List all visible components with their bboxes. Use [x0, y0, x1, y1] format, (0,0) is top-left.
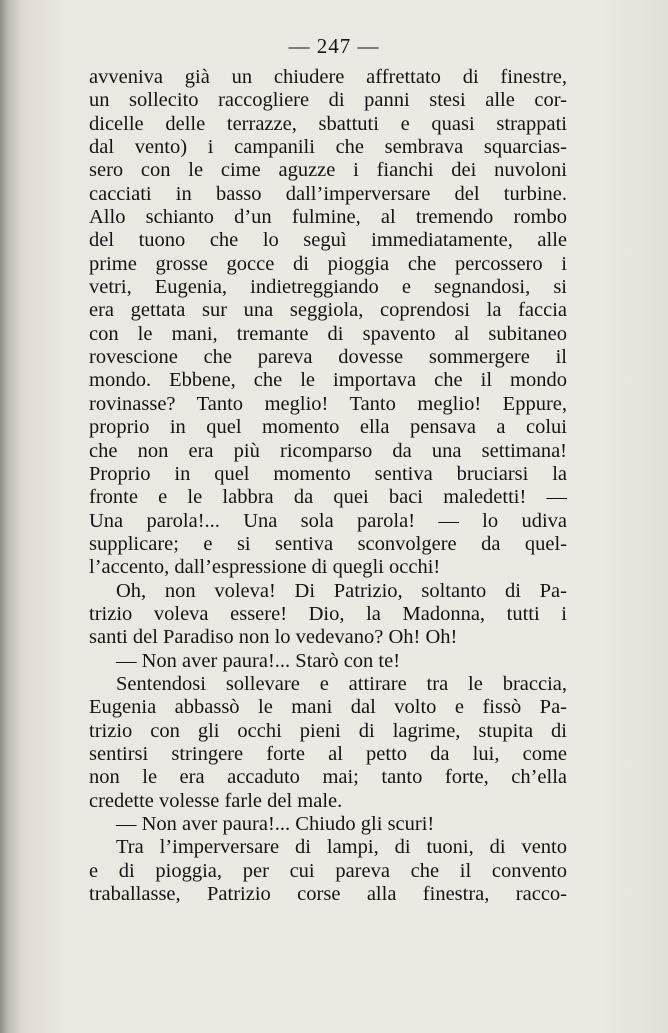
text-line: vetri, Eugenia, indietreggiando e segnandosi, si [89, 276, 567, 299]
text-line: credette volesse farle del male. [89, 789, 343, 812]
text-line: Proprio in quel momento sentiva bruciarsi la [89, 462, 567, 485]
text-line: traballasse, Patrizio corse alla finestra, racco- [89, 883, 567, 906]
text-line: supplicare; e si sentiva sconvolgere da quel- [89, 532, 567, 555]
text-line: Allo schianto d’un fulmine, al tremendo rombo [89, 206, 567, 229]
text-line: fronte e le labbra da quei baci maledetti! — [89, 486, 567, 509]
text-line: del tuono che lo seguì immediatamente, alle [89, 229, 567, 252]
text-line: Tra l’imperversare di lampi, di tuoni, di vento [116, 836, 567, 859]
page-number: — 247 — [288, 34, 380, 58]
text-line: cacciati in basso dall’imperversare del turbine. [89, 182, 567, 205]
text-line: Eugenia abbassò le mani dal volto e fissò Pa- [89, 696, 567, 719]
text-line: — Non aver paura!... Chiudo gli scuri! [116, 813, 435, 835]
text-line: trizio voleva essere! Dio, la Madonna, tutti i [89, 602, 567, 625]
text-line: e di pioggia, per cui pareva che il convento [89, 859, 567, 882]
text-line: avveniva già un chiudere affrettato di finestre, [89, 66, 567, 88]
text-line: sero con le cime aguzze i fianchi dei nuvoloni [89, 159, 567, 182]
text-line: trizio con gli occhi pieni di lagrime, stupita di [89, 719, 567, 742]
text-line: l’accento, dall’espressione di quegli occhi! [89, 556, 441, 579]
text-line: Oh, non voleva! Di Patrizio, soltanto di Pa- [116, 579, 567, 602]
text-line: con le mani, tremante di spavento al subitaneo [89, 322, 567, 345]
text-line: sentirsi stringere forte al petto da lui, come [89, 742, 567, 765]
text-line: che non era più ricomparso da una settimana! [89, 439, 567, 462]
text-line: Una parola!... Una sola parola! — lo udiva [89, 509, 567, 532]
text-line: era gettata sur una seggiola, coprendosi la faccia [89, 299, 567, 322]
text-line: — Non aver paura!... Starò con te! [116, 649, 401, 672]
text-line: rovescione che pareva dovesse sommergere il [89, 346, 567, 369]
text-line: non le era accaduto mai; tanto forte, ch’ella [89, 766, 567, 789]
text-line: Sentendosi sollevare e attirare tra le braccia, [116, 672, 567, 695]
text-line: rovinasse? Tanto meglio! Tanto meglio! Eppure, [89, 392, 567, 415]
body-text [89, 66, 567, 906]
text-line: prime grosse gocce di pioggia che percossero i [89, 252, 567, 275]
text-line: dal vento) i campanili che sembrava squarcias- [89, 136, 567, 159]
text-line: proprio in quel momento ella pensava a colui [89, 416, 567, 439]
text-line: un sollecito raccogliere di panni stesi alle cor- [89, 89, 567, 112]
text-line: mondo. Ebbene, che le importava che il mondo [89, 369, 567, 392]
text-line: dicelle delle terrazze, sbattuti e quasi strappati [89, 112, 567, 135]
text-line: santi del Paradiso non lo vedevano? Oh! Oh! [89, 626, 458, 649]
